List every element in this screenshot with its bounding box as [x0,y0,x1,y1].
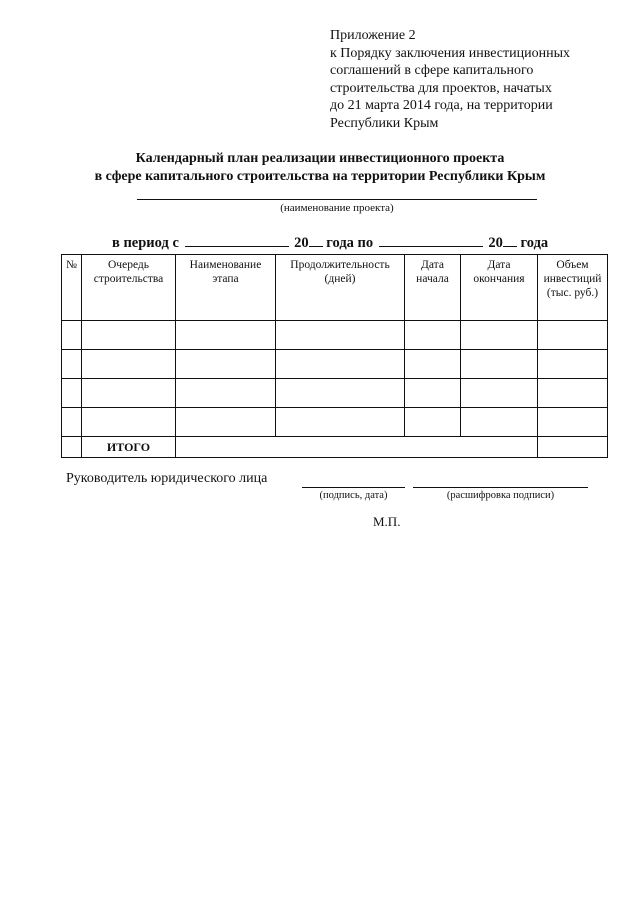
table-header-row [62,255,608,321]
table-total-row [62,437,608,458]
table-cell[interactable] [176,321,276,350]
signature-name-caption: (расшифровка подписи) [446,490,555,501]
period-year1-prefix: 20 [294,235,309,251]
total-merged-cell [176,437,538,458]
appendix-line: Приложение 2 [330,28,416,43]
total-label: ИТОГО [82,437,176,458]
table-cell[interactable] [405,350,461,379]
header-stage-name: Наименование этапа [176,255,276,321]
table-cell[interactable] [538,321,608,350]
header-duration: Продолжительность (дней) [276,255,405,321]
table-cell[interactable] [62,321,82,350]
appendix-header [330,27,630,132]
table-cell[interactable] [82,321,176,350]
table-cell[interactable] [461,350,538,379]
project-name-field[interactable] [137,199,537,200]
table-cell[interactable] [176,408,276,437]
table-cell[interactable] [461,379,538,408]
title-line-1: Календарный план реализации инвестиционного проекта [135,151,505,166]
period-prefix: в период с [112,235,179,251]
table-cell[interactable] [461,321,538,350]
project-name-caption: (наименование проекта) [280,202,394,214]
appendix-line: Республики Крым [330,115,439,131]
table-cell[interactable] [276,350,405,379]
header-start-date: Дата начала [405,255,461,321]
table-row [62,408,608,437]
period-start-field[interactable] [185,232,289,247]
appendix-line: к Порядку заключения инвестиционных [330,45,570,61]
period-year2-field[interactable] [503,232,517,247]
total-number-cell [62,437,82,458]
period-suffix: года [520,235,549,251]
table-cell[interactable] [62,408,82,437]
table-cell[interactable] [276,379,405,408]
period-mid: года по [326,235,374,251]
table-cell[interactable] [82,379,176,408]
title-line-2: в сфере капитального строительства на территории Республики Крым [94,169,546,184]
table-cell[interactable] [538,408,608,437]
signature-field[interactable] [302,487,405,488]
table-cell[interactable] [176,350,276,379]
table-cell[interactable] [538,379,608,408]
appendix-line: строительства для проектов, начатых [330,80,552,96]
period-year2-prefix: 20 [488,235,503,251]
period-year1-field[interactable] [309,232,323,247]
table-cell[interactable] [538,350,608,379]
table-cell[interactable] [82,350,176,379]
table-cell[interactable] [62,350,82,379]
table-cell[interactable] [405,379,461,408]
period-end-field[interactable] [379,232,483,247]
period-line [112,232,612,252]
header-end-date: Дата окончания [461,255,538,321]
table-cell[interactable] [461,408,538,437]
table-cell[interactable] [276,408,405,437]
table-row [62,379,608,408]
signature-name-field[interactable] [413,487,588,488]
table-cell[interactable] [176,379,276,408]
appendix-line: соглашений в сфере капитального [330,63,534,78]
header-investment: Объем инвестиций (тыс. руб.) [538,255,608,321]
stamp-place-label: М.П. [373,514,401,529]
table-cell[interactable] [405,321,461,350]
header-number: № [62,255,82,321]
table-cell[interactable] [82,408,176,437]
appendix-line: до 21 марта 2014 года, на территории [330,98,553,113]
table-row [62,321,608,350]
table-cell[interactable] [276,321,405,350]
header-stage-queue: Очередь строительства [82,255,176,321]
table-row [62,350,608,379]
total-investment-cell[interactable] [538,437,608,458]
table-cell[interactable] [62,379,82,408]
signature-caption: (подпись, дата) [319,490,388,501]
signature-label: Руководитель юридического лица [66,471,268,486]
table-cell[interactable] [405,408,461,437]
document-title [40,150,600,186]
schedule-table [61,254,608,458]
